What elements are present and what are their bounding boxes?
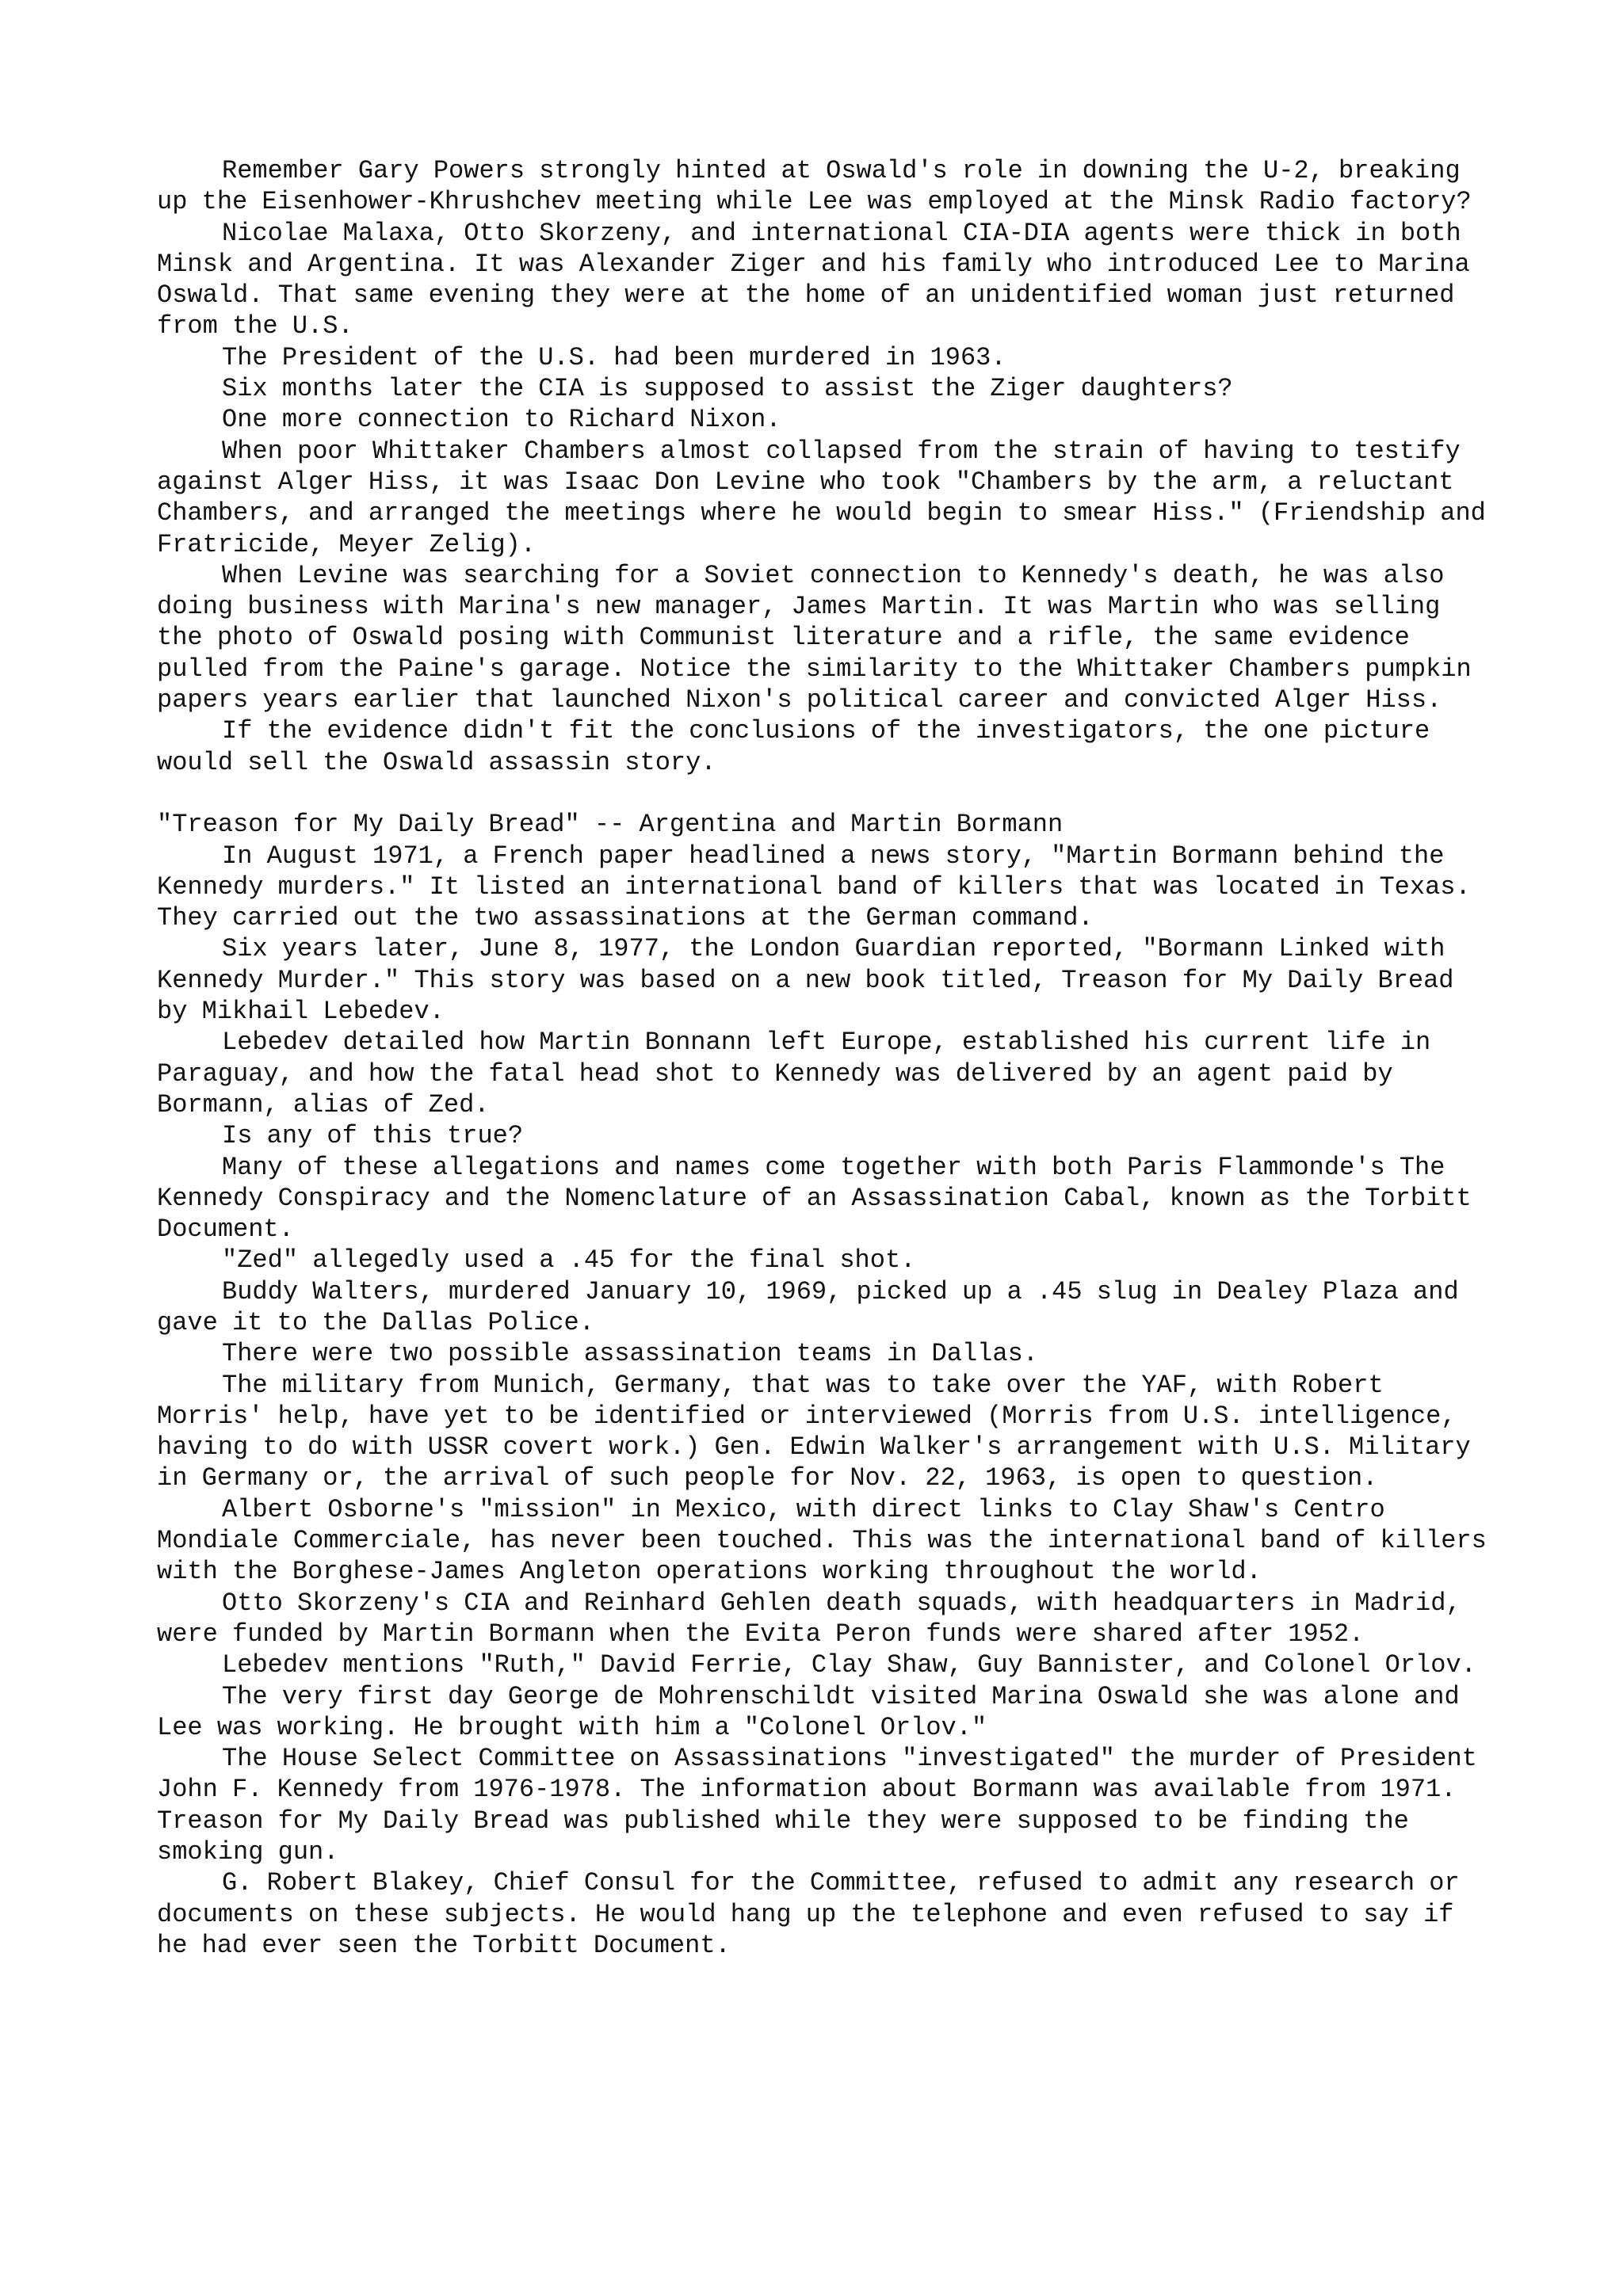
paragraph-lebedev-mentions: Lebedev mentions "Ruth," David Ferrie, Clay Shaw, Guy Bannister, and Colonel Orlov. <box>222 1650 1476 1680</box>
paragraph-albert-osborne: Albert Osborne's "mission" in Mexico, with direct links to Clay Shaw's Centro Mondiale Commerciale, has never been touched. This was the international band of killers with the Borghese-James Angleton operations working throughout the world. <box>157 1494 1487 1587</box>
paragraph-whittaker-chambers: When poor Whittaker Chambers almost collapsed from the strain of having to testify against Alger Hiss, it was Isaac Don Levine who took "Chambers by the arm, a reluctant Chambers, and arranged the meetings where he would begin to smear Hiss." (Friendship and Fratricide, Meyer Zelig). <box>157 436 1486 559</box>
paragraph-gary-powers: Remember Gary Powers strongly hinted at Oswald's role in downing the U-2, breaking up the Eisenhower-Khrushchev meeting while Lee was employed at the Minsk Radio factory? <box>157 156 1472 217</box>
paragraph-buddy-walters: Buddy Walters, murdered January 10, 1969, picked up a .45 slug in Dealey Plaza and gave it to the Dallas Police. <box>157 1276 1459 1337</box>
paragraph-de-mohrenschildt: The very first day George de Mohrenschildt visited Marina Oswald she was alone and Lee was working. He brought with him a "Colonel Orlov." <box>157 1681 1460 1742</box>
paragraph-lebedev-detailed: Lebedev detailed how Martin Bonnann left Europe, established his current life in Paraguay, and how the fatal head shot to Kennedy was delivered by an agent paid by Bormann, alias of Zed. <box>157 1028 1431 1119</box>
paragraph-two-teams: There were two possible assassination teams in Dallas. <box>222 1339 1038 1369</box>
paragraph-zed-45: "Zed" allegedly used a .45 for the final shot. <box>222 1245 916 1276</box>
paragraph-french-paper: In August 1971, a French paper headlined a news story, "Martin Bormann behind the Kennedy murders." It listed an international band of killers that was located in Texas. They carried out the two assassinations at the German command. <box>157 841 1471 933</box>
paragraph-malaxa-skorzeny: Nicolae Malaxa, Otto Skorzeny, and international CIA-DIA agents were thick in both Minsk and Argentina. It was Alexander Ziger and his family who introduced Lee to Marina Oswald. That same evening they were at the home of an unidentified woman just returned from the U.S. <box>157 218 1470 341</box>
paragraph-house-committee: The House Select Committee on Assassinations "investigated" the murder of President John F. Kennedy from 1976-1978. The information about Bormann was available from 1971. Treason for My Daily Bread was published while they were supposed to be finding the smoking gun. <box>157 1744 1477 1867</box>
paragraph-skorzeny-gehlen: Otto Skorzeny's CIA and Reinhard Gehlen death squads, with headquarters in Madrid, were funded by Martin Bormann when the Evita Peron funds were shared after 1952. <box>157 1588 1461 1649</box>
paragraph-is-any-true: Is any of this true? <box>222 1121 524 1151</box>
paragraph-levine-martin: When Levine was searching for a Soviet connection to Kennedy's death, he was also doing business with Marina's new manager, James Martin. It was Martin who was selling the photo of Oswald posing with Communist literature and a rifle, the same evidence pulled from the Paine's garage. Notice the similarity to the Whittaker Chambers pumpkin papers years earlier that launched Nixon's political career and convicted Alger Hiss. <box>157 560 1472 715</box>
paragraph-london-guardian: Six years later, June 8, 1977, the London Guardian reported, "Bormann Linked with Kennedy Murder." This story was based on a new book titled, Treason for My Daily Bread by Mikhail Lebedev. <box>157 934 1454 1027</box>
section-heading: "Treason for My Daily Bread" -- Argentina and Martin Bormann <box>157 810 1064 840</box>
paragraph-nixon-connection: One more connection to Richard Nixon. <box>222 405 781 435</box>
paragraph-munich-military: The military from Munich, Germany, that was to take over the YAF, with Robert Morris' help, have yet to be identified or interviewed (Morris from U.S. intelligence, having to do with USSR covert work.) Gen. Edwin Walker's arrangement with U.S. Military in Germany or, the arrival of such people for Nov. 22, 1963, is open to question. <box>157 1370 1471 1493</box>
paragraph-allegations: Many of these allegations and names come together with both Paris Flammonde's The Kennedy Conspiracy and the Nomenclature of an Assassination Cabal, known as the Torbitt Document. <box>157 1152 1472 1245</box>
paragraph-blakey: G. Robert Blakey, Chief Consul for the Committee, refused to admit any research or documents on these subjects. He would hang up the telephone and even refused to say if he had ever seen the Torbitt Document. <box>157 1868 1460 1960</box>
paragraph-six-months-later: Six months later the CIA is supposed to assist the Ziger daughters? <box>222 374 1233 404</box>
paragraph-evidence-picture: If the evidence didn't fit the conclusions of the investigators, the one picture would sell the Oswald assassin story. <box>157 716 1430 777</box>
document-page <box>157 155 1496 1961</box>
paragraph-president-murdered: The President of the U.S. had been murdered in 1963. <box>222 342 1006 372</box>
